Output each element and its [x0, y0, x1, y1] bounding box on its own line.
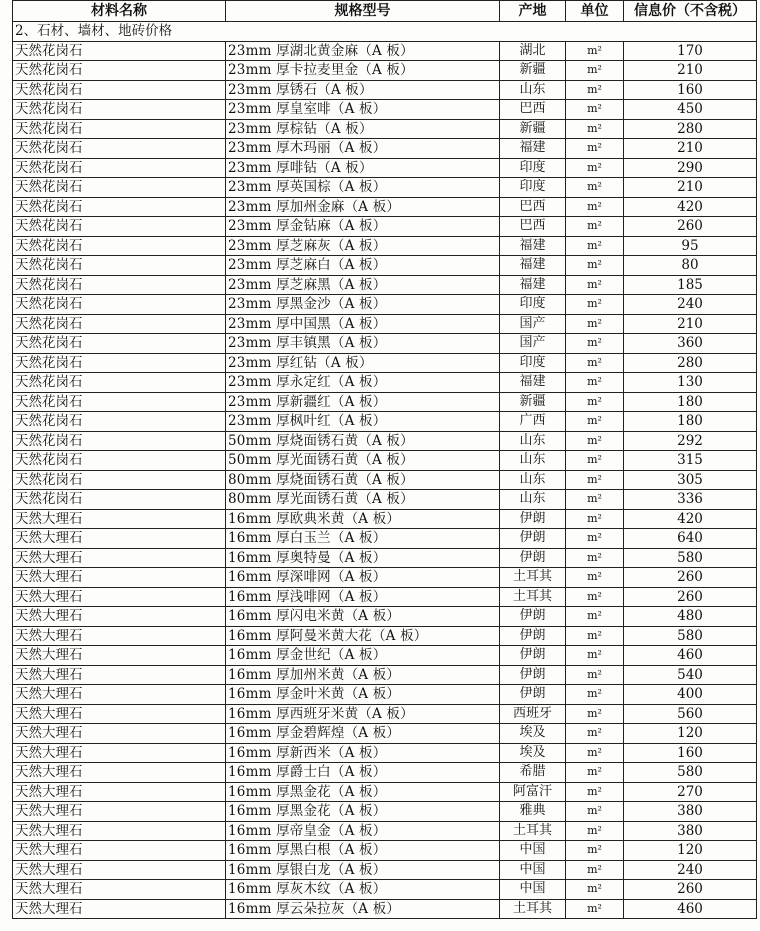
cell-material-name: 天然花岗石 — [13, 334, 226, 354]
cell-spec: 23mm 厚皇室啡（A 板） — [226, 100, 500, 120]
cell-spec: 16mm 厚帝皇金（A 板） — [226, 821, 500, 841]
table-row — [13, 158, 757, 178]
cell-spec: 23mm 厚黑金沙（A 板） — [226, 295, 500, 315]
cell-unit: m² — [566, 646, 624, 666]
cell-price: 185 — [624, 275, 757, 295]
table-row — [13, 841, 757, 861]
cell-price: 420 — [624, 509, 757, 529]
cell-material-name: 天然大理石 — [13, 587, 226, 607]
cell-origin: 福建 — [500, 139, 566, 159]
cell-origin: 山东 — [500, 490, 566, 510]
table-row — [13, 236, 757, 256]
cell-price: 240 — [624, 295, 757, 315]
cell-material-name: 天然大理石 — [13, 899, 226, 919]
cell-material-name: 天然大理石 — [13, 821, 226, 841]
cell-origin: 福建 — [500, 275, 566, 295]
table-row — [13, 860, 757, 880]
table-row — [13, 314, 757, 334]
cell-material-name: 天然花岗石 — [13, 314, 226, 334]
cell-price: 260 — [624, 217, 757, 237]
section-title: 2、石材、墙材、地砖价格 — [13, 22, 757, 42]
cell-origin: 土耳其 — [500, 587, 566, 607]
cell-material-name: 天然花岗石 — [13, 431, 226, 451]
table-row — [13, 568, 757, 588]
cell-price: 80 — [624, 256, 757, 276]
cell-price: 160 — [624, 743, 757, 763]
cell-spec: 23mm 厚啡钻（A 板） — [226, 158, 500, 178]
cell-spec: 23mm 厚新疆红（A 板） — [226, 392, 500, 412]
cell-origin: 巴西 — [500, 197, 566, 217]
cell-material-name: 天然花岗石 — [13, 158, 226, 178]
cell-unit: m² — [566, 802, 624, 822]
cell-spec: 16mm 厚西班牙米黄（A 板） — [226, 704, 500, 724]
table-row — [13, 431, 757, 451]
cell-material-name: 天然花岗石 — [13, 61, 226, 81]
cell-spec: 16mm 厚云朵拉灰（A 板） — [226, 899, 500, 919]
cell-origin: 伊朗 — [500, 529, 566, 549]
cell-price: 210 — [624, 178, 757, 198]
cell-price: 336 — [624, 490, 757, 510]
cell-price: 280 — [624, 353, 757, 373]
cell-unit: m² — [566, 236, 624, 256]
cell-material-name: 天然花岗石 — [13, 256, 226, 276]
cell-price: 180 — [624, 412, 757, 432]
cell-unit: m² — [566, 607, 624, 627]
cell-origin: 印度 — [500, 178, 566, 198]
cell-spec: 16mm 厚阿曼米黄大花（A 板） — [226, 626, 500, 646]
cell-price: 210 — [624, 314, 757, 334]
table-row — [13, 178, 757, 198]
table-row — [13, 217, 757, 237]
cell-origin: 埃及 — [500, 724, 566, 744]
cell-material-name: 天然大理石 — [13, 607, 226, 627]
cell-material-name: 天然花岗石 — [13, 236, 226, 256]
cell-material-name: 天然花岗石 — [13, 392, 226, 412]
cell-unit: m² — [566, 217, 624, 237]
cell-material-name: 天然花岗石 — [13, 41, 226, 61]
cell-origin: 印度 — [500, 353, 566, 373]
cell-price: 290 — [624, 158, 757, 178]
cell-origin: 福建 — [500, 256, 566, 276]
table-row — [13, 412, 757, 432]
cell-spec: 23mm 厚中国黑（A 板） — [226, 314, 500, 334]
cell-spec: 16mm 厚深啡网（A 板） — [226, 568, 500, 588]
header-row — [13, 1, 757, 22]
cell-origin: 国产 — [500, 314, 566, 334]
cell-unit: m² — [566, 100, 624, 120]
cell-spec: 16mm 厚加州米黄（A 板） — [226, 665, 500, 685]
cell-material-name: 天然大理石 — [13, 685, 226, 705]
cell-spec: 16mm 厚爵士白（A 板） — [226, 763, 500, 783]
cell-price: 210 — [624, 139, 757, 159]
cell-unit: m² — [566, 431, 624, 451]
cell-origin: 巴西 — [500, 100, 566, 120]
cell-unit: m² — [566, 568, 624, 588]
cell-unit: m² — [566, 392, 624, 412]
cell-price: 420 — [624, 197, 757, 217]
table-row — [13, 61, 757, 81]
header-material-name: 材料名称 — [13, 1, 226, 22]
cell-spec: 23mm 厚湖北黄金麻（A 板） — [226, 41, 500, 61]
cell-unit: m² — [566, 256, 624, 276]
cell-price: 270 — [624, 782, 757, 802]
cell-unit: m² — [566, 587, 624, 607]
cell-origin: 伊朗 — [500, 509, 566, 529]
table-row — [13, 295, 757, 315]
cell-unit: m² — [566, 782, 624, 802]
cell-unit: m² — [566, 626, 624, 646]
cell-spec: 16mm 厚新西米（A 板） — [226, 743, 500, 763]
cell-material-name: 天然花岗石 — [13, 412, 226, 432]
table-row — [13, 470, 757, 490]
cell-unit: m² — [566, 158, 624, 178]
table-row — [13, 509, 757, 529]
cell-spec: 23mm 厚卡拉麦里金（A 板） — [226, 61, 500, 81]
table-row — [13, 646, 757, 666]
cell-spec: 16mm 厚灰木纹（A 板） — [226, 880, 500, 900]
cell-spec: 16mm 厚奥特曼（A 板） — [226, 548, 500, 568]
cell-spec: 16mm 厚金世纪（A 板） — [226, 646, 500, 666]
cell-price: 400 — [624, 685, 757, 705]
cell-spec: 16mm 厚银白龙（A 板） — [226, 860, 500, 880]
cell-spec: 16mm 厚白玉兰（A 板） — [226, 529, 500, 549]
cell-spec: 16mm 厚黑白根（A 板） — [226, 841, 500, 861]
table-row — [13, 197, 757, 217]
cell-origin: 山东 — [500, 431, 566, 451]
cell-spec: 16mm 厚浅啡网（A 板） — [226, 587, 500, 607]
cell-spec: 23mm 厚芝麻白（A 板） — [226, 256, 500, 276]
cell-material-name: 天然花岗石 — [13, 139, 226, 159]
cell-spec: 23mm 厚棕钻（A 板） — [226, 119, 500, 139]
cell-material-name: 天然大理石 — [13, 548, 226, 568]
cell-origin: 伊朗 — [500, 665, 566, 685]
cell-material-name: 天然大理石 — [13, 763, 226, 783]
cell-material-name: 天然花岗石 — [13, 451, 226, 471]
cell-unit: m² — [566, 178, 624, 198]
table-row — [13, 41, 757, 61]
cell-material-name: 天然大理石 — [13, 802, 226, 822]
cell-origin: 新疆 — [500, 61, 566, 81]
cell-spec: 23mm 厚木玛丽（A 板） — [226, 139, 500, 159]
cell-unit: m² — [566, 314, 624, 334]
cell-spec: 23mm 厚加州金麻（A 板） — [226, 197, 500, 217]
cell-price: 450 — [624, 100, 757, 120]
cell-material-name: 天然花岗石 — [13, 119, 226, 139]
cell-unit: m² — [566, 724, 624, 744]
cell-material-name: 天然大理石 — [13, 841, 226, 861]
cell-spec: 23mm 厚金钻麻（A 板） — [226, 217, 500, 237]
cell-unit: m² — [566, 139, 624, 159]
cell-unit: m² — [566, 899, 624, 919]
cell-price: 580 — [624, 626, 757, 646]
cell-origin: 广西 — [500, 412, 566, 432]
table-row — [13, 802, 757, 822]
cell-price: 260 — [624, 568, 757, 588]
cell-material-name: 天然花岗石 — [13, 373, 226, 393]
cell-unit: m² — [566, 80, 624, 100]
cell-origin: 伊朗 — [500, 685, 566, 705]
table-row — [13, 704, 757, 724]
cell-price: 640 — [624, 529, 757, 549]
cell-price: 120 — [624, 841, 757, 861]
table-row — [13, 782, 757, 802]
table-row — [13, 490, 757, 510]
cell-material-name: 天然花岗石 — [13, 80, 226, 100]
cell-spec: 80mm 厚光面锈石黄（A 板） — [226, 490, 500, 510]
table-row — [13, 256, 757, 276]
cell-unit: m² — [566, 275, 624, 295]
price-table-sheet — [12, 0, 756, 919]
cell-unit: m² — [566, 353, 624, 373]
cell-price: 380 — [624, 821, 757, 841]
cell-material-name: 天然大理石 — [13, 509, 226, 529]
cell-unit: m² — [566, 451, 624, 471]
cell-spec: 16mm 厚闪电米黄（A 板） — [226, 607, 500, 627]
table-row — [13, 373, 757, 393]
cell-price: 130 — [624, 373, 757, 393]
cell-unit: m² — [566, 373, 624, 393]
cell-origin: 土耳其 — [500, 568, 566, 588]
table-row — [13, 587, 757, 607]
table-row — [13, 334, 757, 354]
cell-origin: 福建 — [500, 373, 566, 393]
cell-unit: m² — [566, 295, 624, 315]
cell-price: 160 — [624, 80, 757, 100]
cell-spec: 23mm 厚英国棕（A 板） — [226, 178, 500, 198]
cell-spec: 16mm 厚欧典米黄（A 板） — [226, 509, 500, 529]
cell-spec: 23mm 厚永定红（A 板） — [226, 373, 500, 393]
cell-unit: m² — [566, 529, 624, 549]
cell-origin: 印度 — [500, 158, 566, 178]
cell-unit: m² — [566, 860, 624, 880]
cell-price: 180 — [624, 392, 757, 412]
cell-material-name: 天然大理石 — [13, 646, 226, 666]
cell-unit: m² — [566, 841, 624, 861]
cell-spec: 50mm 厚烧面锈石黄（A 板） — [226, 431, 500, 451]
cell-price: 460 — [624, 646, 757, 666]
table-row — [13, 763, 757, 783]
cell-material-name: 天然花岗石 — [13, 197, 226, 217]
cell-price: 240 — [624, 860, 757, 880]
cell-material-name: 天然大理石 — [13, 743, 226, 763]
cell-origin: 伊朗 — [500, 607, 566, 627]
cell-material-name: 天然花岗石 — [13, 217, 226, 237]
cell-unit: m² — [566, 509, 624, 529]
cell-unit: m² — [566, 880, 624, 900]
cell-price: 120 — [624, 724, 757, 744]
table-row — [13, 743, 757, 763]
cell-unit: m² — [566, 665, 624, 685]
cell-origin: 伊朗 — [500, 646, 566, 666]
cell-origin: 山东 — [500, 470, 566, 490]
cell-material-name: 天然花岗石 — [13, 353, 226, 373]
cell-spec: 16mm 厚金碧辉煌（A 板） — [226, 724, 500, 744]
cell-spec: 23mm 厚丰镇黑（A 板） — [226, 334, 500, 354]
cell-unit: m² — [566, 470, 624, 490]
cell-price: 280 — [624, 119, 757, 139]
cell-price: 315 — [624, 451, 757, 471]
cell-unit: m² — [566, 334, 624, 354]
table-row — [13, 607, 757, 627]
cell-origin: 阿富汗 — [500, 782, 566, 802]
section-row — [13, 22, 757, 42]
cell-material-name: 天然大理石 — [13, 860, 226, 880]
cell-spec: 50mm 厚光面锈石黄（A 板） — [226, 451, 500, 471]
header-price: 信息价（不含税） — [624, 1, 757, 22]
cell-unit: m² — [566, 197, 624, 217]
cell-price: 260 — [624, 587, 757, 607]
cell-origin: 山东 — [500, 451, 566, 471]
cell-origin: 中国 — [500, 841, 566, 861]
table-row — [13, 139, 757, 159]
table-row — [13, 548, 757, 568]
table-row — [13, 626, 757, 646]
cell-material-name: 天然花岗石 — [13, 470, 226, 490]
cell-material-name: 天然大理石 — [13, 880, 226, 900]
cell-price: 95 — [624, 236, 757, 256]
table-row — [13, 392, 757, 412]
table-row — [13, 353, 757, 373]
cell-material-name: 天然花岗石 — [13, 275, 226, 295]
cell-spec: 23mm 厚枫叶红（A 板） — [226, 412, 500, 432]
table-row — [13, 880, 757, 900]
cell-spec: 16mm 厚金叶米黄（A 板） — [226, 685, 500, 705]
header-spec: 规格型号 — [226, 1, 500, 22]
cell-price: 540 — [624, 665, 757, 685]
cell-price: 560 — [624, 704, 757, 724]
cell-material-name: 天然大理石 — [13, 704, 226, 724]
cell-unit: m² — [566, 821, 624, 841]
table-row — [13, 80, 757, 100]
cell-origin: 西班牙 — [500, 704, 566, 724]
cell-origin: 土耳其 — [500, 899, 566, 919]
cell-material-name: 天然花岗石 — [13, 490, 226, 510]
cell-price: 360 — [624, 334, 757, 354]
table-row — [13, 275, 757, 295]
cell-material-name: 天然大理石 — [13, 782, 226, 802]
cell-origin: 雅典 — [500, 802, 566, 822]
table-row — [13, 724, 757, 744]
table-row — [13, 119, 757, 139]
cell-origin: 印度 — [500, 295, 566, 315]
cell-price: 480 — [624, 607, 757, 627]
cell-material-name: 天然大理石 — [13, 724, 226, 744]
cell-material-name: 天然大理石 — [13, 665, 226, 685]
cell-spec: 23mm 厚芝麻灰（A 板） — [226, 236, 500, 256]
cell-price: 170 — [624, 41, 757, 61]
table-row — [13, 529, 757, 549]
cell-unit: m² — [566, 61, 624, 81]
cell-spec: 80mm 厚烧面锈石黄（A 板） — [226, 470, 500, 490]
price-table — [12, 0, 757, 919]
cell-spec: 23mm 厚芝麻黑（A 板） — [226, 275, 500, 295]
header-origin: 产地 — [500, 1, 566, 22]
cell-origin: 中国 — [500, 880, 566, 900]
cell-origin: 埃及 — [500, 743, 566, 763]
cell-origin: 伊朗 — [500, 548, 566, 568]
cell-origin: 土耳其 — [500, 821, 566, 841]
cell-price: 460 — [624, 899, 757, 919]
cell-origin: 中国 — [500, 860, 566, 880]
table-row — [13, 821, 757, 841]
cell-spec: 23mm 厚锈石（A 板） — [226, 80, 500, 100]
cell-spec: 16mm 厚黑金花（A 板） — [226, 782, 500, 802]
cell-origin: 国产 — [500, 334, 566, 354]
cell-price: 580 — [624, 763, 757, 783]
cell-origin: 伊朗 — [500, 626, 566, 646]
header-unit: 单位 — [566, 1, 624, 22]
cell-origin: 巴西 — [500, 217, 566, 237]
cell-origin: 新疆 — [500, 119, 566, 139]
cell-price: 580 — [624, 548, 757, 568]
table-row — [13, 899, 757, 919]
cell-price: 260 — [624, 880, 757, 900]
cell-material-name: 天然大理石 — [13, 626, 226, 646]
cell-unit: m² — [566, 763, 624, 783]
cell-price: 305 — [624, 470, 757, 490]
cell-material-name: 天然大理石 — [13, 568, 226, 588]
cell-price: 210 — [624, 61, 757, 81]
cell-unit: m² — [566, 548, 624, 568]
cell-origin: 山东 — [500, 80, 566, 100]
cell-origin: 新疆 — [500, 392, 566, 412]
cell-unit: m² — [566, 41, 624, 61]
cell-material-name: 天然花岗石 — [13, 178, 226, 198]
cell-material-name: 天然花岗石 — [13, 100, 226, 120]
cell-price: 292 — [624, 431, 757, 451]
cell-spec: 23mm 厚红钻（A 板） — [226, 353, 500, 373]
cell-material-name: 天然花岗石 — [13, 295, 226, 315]
table-row — [13, 685, 757, 705]
cell-unit: m² — [566, 685, 624, 705]
cell-material-name: 天然大理石 — [13, 529, 226, 549]
table-row — [13, 100, 757, 120]
cell-unit: m² — [566, 119, 624, 139]
cell-unit: m² — [566, 490, 624, 510]
cell-spec: 16mm 厚黑金花（A 板） — [226, 802, 500, 822]
table-row — [13, 665, 757, 685]
cell-price: 380 — [624, 802, 757, 822]
cell-origin: 希腊 — [500, 763, 566, 783]
table-row — [13, 451, 757, 471]
cell-origin: 福建 — [500, 236, 566, 256]
cell-unit: m² — [566, 412, 624, 432]
cell-unit: m² — [566, 704, 624, 724]
cell-unit: m² — [566, 743, 624, 763]
cell-origin: 湖北 — [500, 41, 566, 61]
